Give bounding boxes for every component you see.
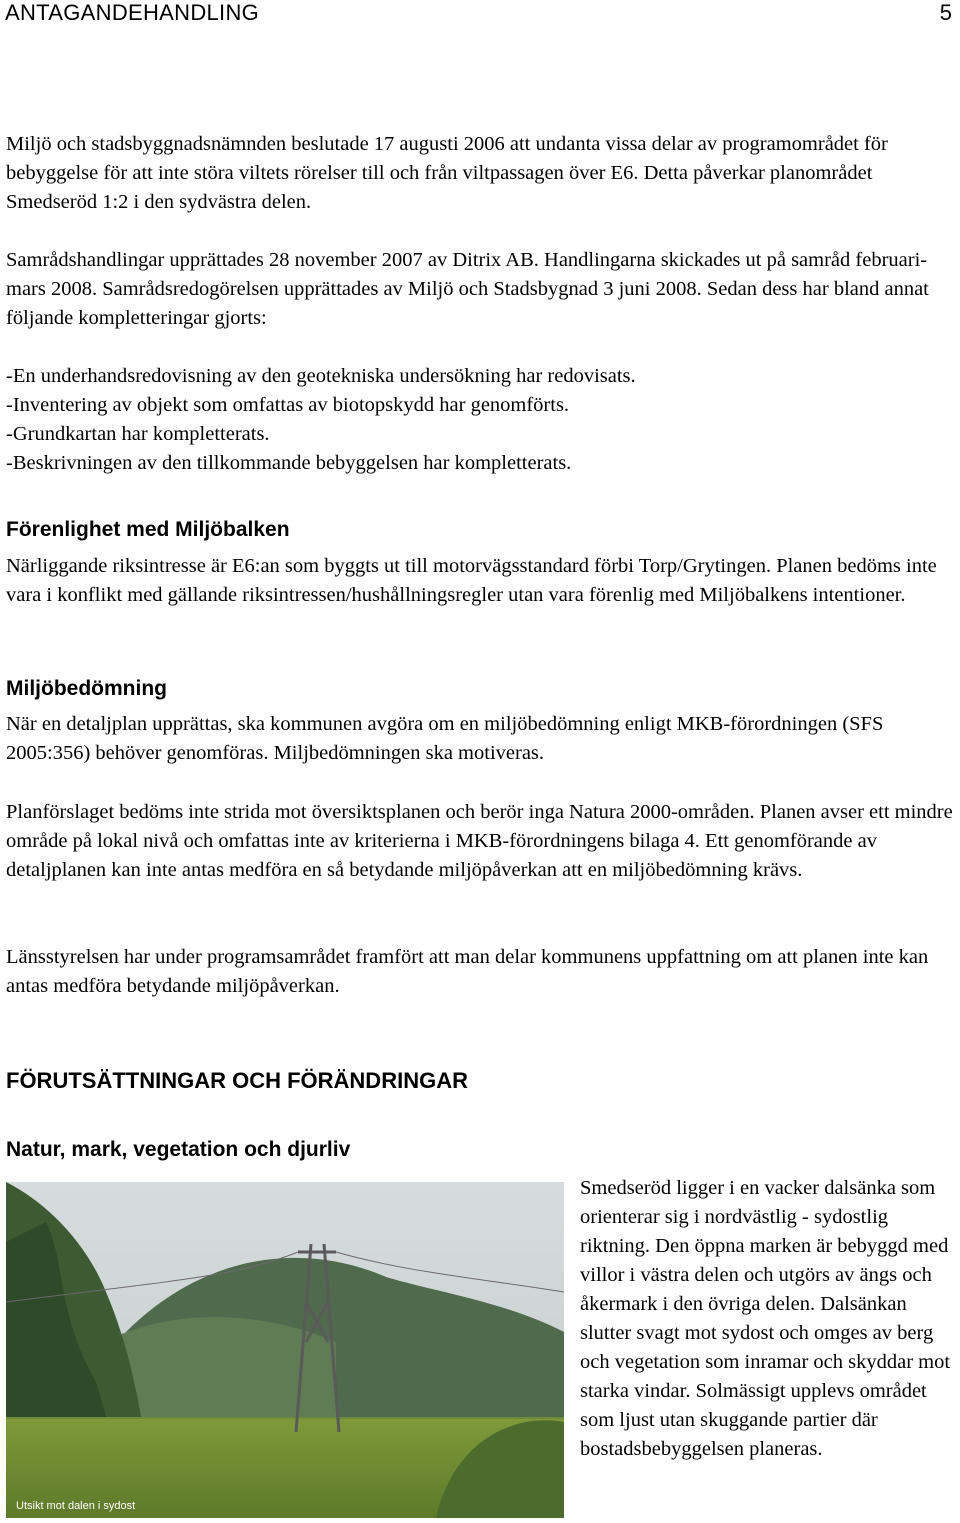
intro-paragraph-2: Samrådshandlingar upprättades 28 november 2007 av Ditrix AB. Handlingarna skickades ut på samråd februari-mars 2008. Samrådsredogörelsen upprättades av Miljö och Stadsbygnad 3 juni 2008. Sedan dess har bland annat följande kompletteringar gjorts: — [6, 249, 929, 329]
list-item: -En underhandsredovisning av den geotekniska undersökning har redovisats. — [6, 365, 636, 387]
miljobalken-paragraph: Närliggande riksintresse är E6:an som byggts ut till motorvägsstandard förbi Torp/Grytingen. Planen bedöms inte vara i konflikt med gällande riksintressen/hushållningsregler utan vara förenlig med Miljöbalkens intentioner. — [6, 555, 937, 606]
heading-natur: Natur, mark, vegetation och djurliv — [6, 1138, 351, 1161]
heading-miljobalken: Förenlighet med Miljöbalken — [6, 518, 290, 541]
natur-description: Smedseröd ligger i en vacker dalsänka som orienterar sig i nordvästlig - sydostlig riktning. Den öppna marken är bebyggd med villor i västra delen och utgörs av ängs och åkermark i den övriga delen. Dalsänkan slutter svagt mot sydost och omges av berg och vegetation som inramar och skyddar mot starka vindar. Solmässigt upplevs området som ljust utan skuggande partier där bostadsbebyggelsen planeras. — [580, 1177, 951, 1460]
supplement-list — [6, 362, 954, 478]
list-item: -Beskrivningen av den tillkommande bebyggelsen har kompletterats. — [6, 452, 572, 474]
miljobedomning-paragraph-2: Planförslaget bedöms inte strida mot översiktsplanen och berör inga Natura 2000-områden. Planen avser ett mindre område på lokal nivå och omfattas inte av kriterierna i MKB-förordningens bilaga 4. Ett genomförande av detaljplanen kan inte antas medföra en så betydande miljöpåverkan att en miljöbedömning krävs. — [6, 801, 953, 881]
list-item: -Grundkartan har kompletterats. — [6, 423, 270, 445]
landscape-photo — [6, 1182, 564, 1518]
miljobedomning-paragraph-3: Länsstyrelsen har under programsamrådet framfört att man delar kommunens uppfattning om att planen inte kan antas medföra betydande miljöpåverkan. — [6, 946, 929, 997]
page-header — [5, 0, 952, 26]
document-status: ANTAGANDEHANDLING — [5, 0, 260, 25]
photo-caption: Utsikt mot dalen i sydost — [16, 1500, 136, 1512]
heading-miljobedomning: Miljöbedömning — [6, 677, 167, 700]
heading-forutsattningar: FÖRUTSÄTTNINGAR OCH FÖRÄNDRINGAR — [6, 1068, 468, 1093]
miljobedomning-paragraph-1: När en detaljplan upprättas, ska kommunen avgöra om en miljöbedömning enligt MKB-förordningen (SFS 2005:356) behöver genomföras. Miljbedömningen ska motiveras. — [6, 713, 884, 764]
page-number: 5 — [939, 0, 952, 25]
intro-paragraph-1: Miljö och stadsbyggnadsnämnden beslutade 17 augusti 2006 att undanta vissa delar av programområdet för bebyggelse för att inte störa viltets rörelser till och från viltpassagen över E6. Detta påverkar planområdet Smedseröd 1:2 i den sydvästra delen. — [6, 133, 888, 213]
list-item: -Inventering av objekt som omfattas av biotopskydd har genomförts. — [6, 394, 570, 416]
